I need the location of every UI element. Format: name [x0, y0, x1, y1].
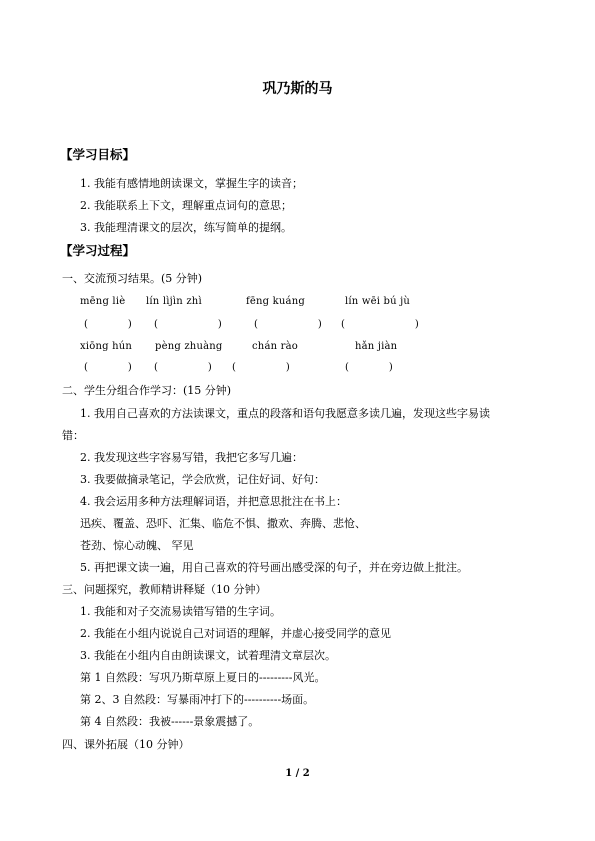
- part3-item-3: 3. 我能在小组内自由朗读课文，试着理清文章层次。: [80, 649, 336, 662]
- page-title: 巩乃斯的马: [262, 81, 333, 97]
- pinyin-xionghun: xiōng hún: [80, 341, 133, 352]
- part2-heading: 二、学生分组合作学习：(15 分钟): [62, 384, 232, 397]
- page-number: 1 / 2: [285, 768, 310, 779]
- part4-heading: 四、课外拓展（10 分钟）: [62, 738, 190, 751]
- part3-item-1: 1. 我能和对子交流易读错写错的生字词。: [80, 605, 281, 618]
- answer-blank: ( ): [84, 362, 132, 373]
- pinyin-fengkuang: fēng kuáng: [246, 296, 305, 307]
- process-heading: 【学习过程】: [60, 243, 136, 258]
- goal-item-3: 3. 我能理清课文的层次，练写简单的提纲。: [80, 221, 292, 234]
- part2-item-3: 3. 我要做摘录笔记，学会欣赏，记住好词、好句：: [80, 473, 325, 486]
- answer-blank: ( ): [254, 319, 322, 330]
- answer-blank: ( ): [345, 362, 393, 373]
- paragraph-note-2: 第 2、3 自然段：写暴雨冲打下的----------场面。: [80, 693, 315, 706]
- part3-heading: 三、问题探究，教师精讲释疑（10 分钟）: [62, 583, 267, 596]
- pinyin-chanrao: chán rào: [252, 341, 298, 352]
- pinyin-linweibuju: lín wēi bú jù: [345, 296, 411, 307]
- part2-item-1-cont: 错：: [62, 429, 84, 442]
- part2-item-2: 2. 我发现这些字容易写错，我把它多写几遍：: [80, 451, 303, 464]
- part1-heading: 一、交流预习结果。(5 分钟): [62, 272, 203, 285]
- pinyin-hanjian: hǎn jiàn: [355, 341, 398, 352]
- pinyin-mengle: mēng liè: [80, 296, 126, 307]
- pinyin-pengzhuang: pèng zhuàng: [155, 341, 223, 352]
- vocab-words-1: 迅疾、覆盖、恐吓、汇集、临危不惧、撒欢、奔腾、悲怆、: [80, 517, 366, 530]
- answer-blank: ( ): [154, 362, 212, 373]
- part2-item-1: 1. 我用自己喜欢的方法读课文，重点的段落和语句我愿意多读几遍，发现这些字易读: [80, 407, 490, 420]
- answer-blank: ( ): [341, 319, 419, 330]
- part3-item-2: 2. 我能在小组内说说自己对词语的理解，并虚心接受同学的意见: [80, 627, 391, 640]
- part2-item-5: 5. 再把课文读一遍，用自己喜欢的符号画出感受深的句子，并在旁边做上批注。: [80, 561, 468, 574]
- paragraph-note-3: 第 4 自然段：我被------景象震撼了。: [80, 715, 260, 728]
- paragraph-note-1: 第 1 自然段：写巩乃斯草原上夏日的---------风光。: [80, 671, 326, 684]
- goal-item-1: 1. 我能有感情地朗读课文，掌握生字的读音；: [80, 177, 303, 190]
- pinyin-linlijinzhi: lín lìjìn zhì: [146, 296, 202, 307]
- part2-item-4: 4. 我会运用多种方法理解词语，并把意思批注在书上：: [80, 495, 347, 508]
- goals-heading: 【学习目标】: [60, 147, 136, 162]
- answer-blank: ( ): [84, 319, 132, 330]
- answer-blank: ( ): [232, 362, 290, 373]
- vocab-words-2: 苍劲、惊心动魄、 罕见: [80, 539, 194, 552]
- answer-blank: ( ): [154, 319, 222, 330]
- goal-item-2: 2. 我能联系上下文，理解重点词句的意思；: [80, 199, 292, 212]
